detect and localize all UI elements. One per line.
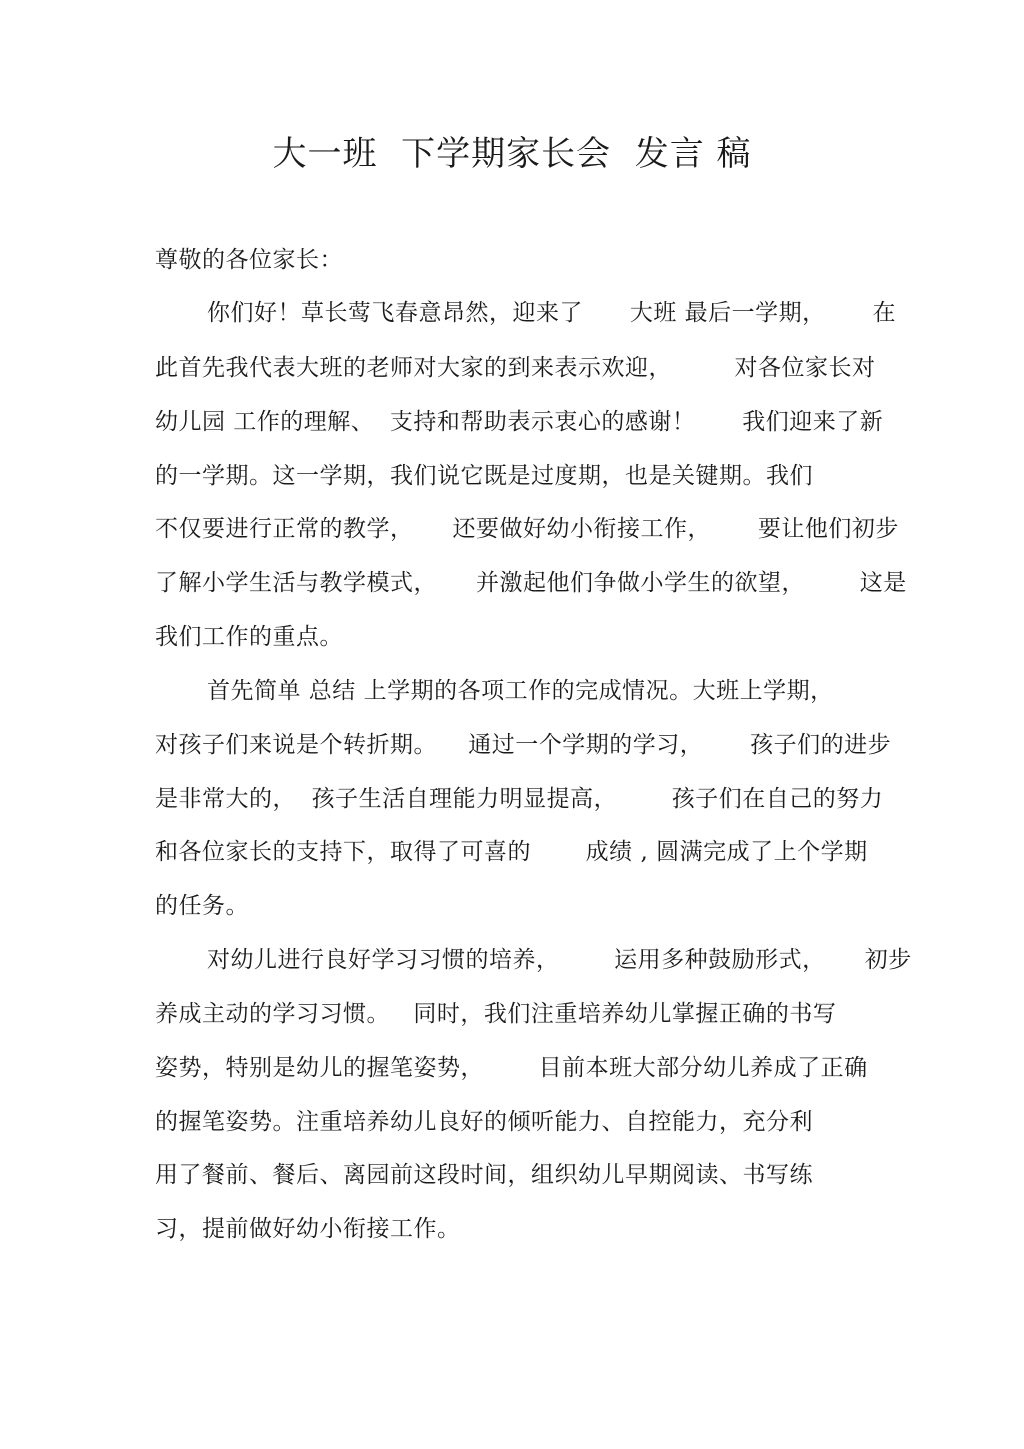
paragraph-line: 了解小学生活与教学模式， 并激起他们争做小学生的欲望， 这是 [155,570,907,596]
paragraph-line: 的握笔姿势。注重培养幼儿良好的倾听能力、自控能力，充分利 [155,1109,813,1135]
document-title: 大一班 下学期家长会 发言 稿 [272,134,752,174]
paragraph-line: 的任务。 [155,893,249,919]
paragraph-line: 幼儿园 工作的理解、 支持和帮助表示衷心的感谢！ 我们迎来了新 [155,409,884,435]
paragraph-line: 对孩子们来说是个转折期。 通过一个学期的学习， 孩子们的进步 [155,732,892,758]
salutation: 尊敬的各位家长： [155,247,343,273]
paragraph-line: 姿势，特别是幼儿的握笔姿势， 目前本班大部分幼儿养成了正确 [155,1055,868,1081]
paragraph-line: 的一学期。这一学期，我们说它既是过度期，也是关键期。我们 [155,463,813,489]
paragraph-line: 我们工作的重点。 [155,624,343,650]
paragraph-line: 和各位家长的支持下，取得了可喜的 成绩 , 圆满完成了上个学期 [155,839,868,865]
paragraph-line: 习，提前做好幼小衔接工作。 [155,1216,461,1242]
paragraph-line: 用了餐前、餐后、离园前这段时间，组织幼儿早期阅读、书写练 [155,1162,813,1188]
paragraph-line: 此首先我代表大班的老师对大家的到来表示欢迎， 对各位家长对 [155,355,876,381]
paragraph-line: 不仅要进行正常的教学， 还要做好幼小衔接工作， 要让他们初步 [155,516,899,542]
paragraph-line: 养成主动的学习习惯。 同时，我们注重培养幼儿掌握正确的书写 [155,1001,837,1027]
paragraph-line: 对幼儿进行良好学习习惯的培养， 运用多种鼓励形式， 初步 [207,947,912,973]
paragraph-line: 是非常大的， 孩子生活自理能力明显提高， 孩子们在自己的努力 [155,786,884,812]
paragraph-line: 你们好！草长莺飞春意昂然，迎来了 大班 最后一学期， 在 [207,300,897,326]
paragraph-line: 首先简单 总结 上学期的各项工作的完成情况。大班上学期， [207,678,834,704]
